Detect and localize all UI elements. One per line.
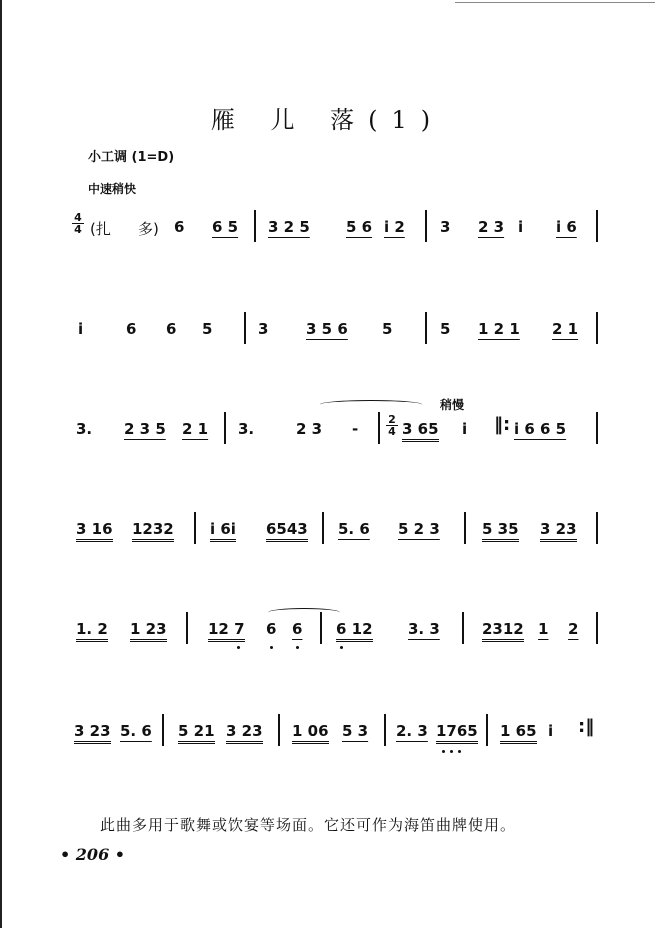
footnote: 此曲多用于歌舞或饮宴等场面。它还可作为海笛曲牌使用。 <box>100 816 517 834</box>
bar-line <box>278 714 280 746</box>
note-group: 2 <box>568 620 579 638</box>
note-group: 6 <box>166 320 177 338</box>
note-group: 1 06 <box>292 722 329 744</box>
time-signature-2-4 <box>386 414 398 437</box>
slur-mark <box>268 608 340 617</box>
note-group: 6543 <box>266 520 308 542</box>
note-group: 2. 3 <box>396 722 428 740</box>
bar-line <box>596 210 598 242</box>
low-octave-dot <box>237 646 240 649</box>
note-group: 2 1 <box>182 420 209 438</box>
note-group: 3 65 <box>402 420 439 442</box>
note-group: 1232 <box>132 520 174 542</box>
page-number: • 206 • <box>60 845 125 864</box>
low-octave-dot <box>450 750 453 753</box>
time-signature-bottom: 4 <box>74 223 82 236</box>
note-group: 6 <box>126 320 137 338</box>
note-group: 6 <box>174 218 185 236</box>
note-group: 6 <box>266 620 277 638</box>
left-margin-rule <box>0 0 2 928</box>
note-group: i 6i <box>210 520 236 542</box>
bar-line <box>462 612 464 644</box>
low-octave-dot <box>270 646 273 649</box>
note-group: i 2 <box>384 218 405 236</box>
note-group: 6 5 <box>212 218 239 236</box>
bar-line <box>486 714 488 746</box>
note-group: 3 <box>258 320 269 338</box>
note-group: 1765 <box>436 722 478 744</box>
bar-line <box>596 412 598 444</box>
note-group: 2312 <box>482 620 524 642</box>
note-group: 3 5 6 <box>306 320 348 338</box>
bar-line <box>162 714 164 746</box>
bar-line <box>425 312 427 344</box>
note-group: 2 3 5 <box>124 420 166 438</box>
note-group: 2 3 <box>296 420 323 438</box>
note-group: 2 3 <box>478 218 505 236</box>
bar-line <box>464 512 466 544</box>
note-group: 3. <box>76 420 93 438</box>
bar-line <box>244 312 246 344</box>
bar-line <box>194 512 196 544</box>
note-group: 5 <box>440 320 451 338</box>
note-group: 12 7 <box>208 620 245 642</box>
note-group: 3. <box>238 420 255 438</box>
time-signature-bottom: 4 <box>388 425 396 438</box>
note-group: i 6 6 5 <box>514 420 567 438</box>
bar-line <box>384 714 386 746</box>
note-group: 5 21 <box>178 722 215 744</box>
note-group: 6 12 <box>336 620 373 642</box>
note-group: 1 65 <box>500 722 537 744</box>
note-group: 5. 6 <box>338 520 370 538</box>
note-group: 1 <box>538 620 549 638</box>
note-group: 3 23 <box>74 722 111 744</box>
time-signature-top: 4 <box>72 212 84 224</box>
note-group: 6 <box>292 620 303 638</box>
note-group: i 6 <box>556 218 577 236</box>
bar-line <box>320 612 322 644</box>
note-group: 5 35 <box>482 520 519 542</box>
slur-mark <box>320 400 422 409</box>
tempo-marking: 中速稍快 <box>88 182 137 196</box>
note-group: 5. 6 <box>120 722 152 740</box>
bar-line <box>596 512 598 544</box>
note-group: 3 23 <box>540 520 577 542</box>
note-group: 1 23 <box>130 620 167 642</box>
bar-line <box>596 312 598 344</box>
note-group: i <box>462 420 468 438</box>
low-octave-dot <box>442 750 445 753</box>
low-octave-dot <box>296 646 299 649</box>
top-rule <box>455 2 655 3</box>
note-group: 多) <box>138 220 159 238</box>
time-signature-top: 2 <box>386 414 398 426</box>
time-signature-4-4 <box>72 212 84 235</box>
note-group: 5 <box>202 320 213 338</box>
key-signature: 小工调 (1=D) <box>88 150 175 165</box>
note-group: 5 2 3 <box>398 520 440 538</box>
bar-line <box>425 210 427 242</box>
note-group: 3 <box>440 218 451 236</box>
bar-line <box>224 412 226 444</box>
note-group: i <box>78 320 84 338</box>
bar-line <box>378 412 380 444</box>
note-group: - <box>352 420 359 438</box>
repeat-end-sign: :‖ <box>578 716 595 737</box>
note-group: 3 23 <box>226 722 263 744</box>
note-group: 3 2 5 <box>268 218 310 236</box>
note-group: 2 1 <box>552 320 579 338</box>
low-octave-dot <box>458 750 461 753</box>
note-group: 1. 2 <box>76 620 108 642</box>
note-group: 5 <box>382 320 393 338</box>
note-group: 5 6 <box>346 218 373 236</box>
note-group: 1 2 1 <box>478 320 520 338</box>
low-octave-dot <box>340 646 343 649</box>
score-title: 雁 儿 落(1) <box>210 106 445 134</box>
note-group: 5 3 <box>342 722 369 740</box>
note-group: 3 16 <box>76 520 113 542</box>
repeat-start-sign: ‖: <box>494 414 511 435</box>
bar-line <box>596 612 598 644</box>
tempo-marking-slow: 稍慢 <box>440 398 465 412</box>
bar-line <box>186 612 188 644</box>
note-group: i <box>518 218 524 236</box>
note-group: (扎 <box>90 220 111 238</box>
bar-line <box>322 512 324 544</box>
bar-line <box>254 210 256 242</box>
note-group: 3. 3 <box>408 620 440 638</box>
note-group: i <box>548 722 554 740</box>
